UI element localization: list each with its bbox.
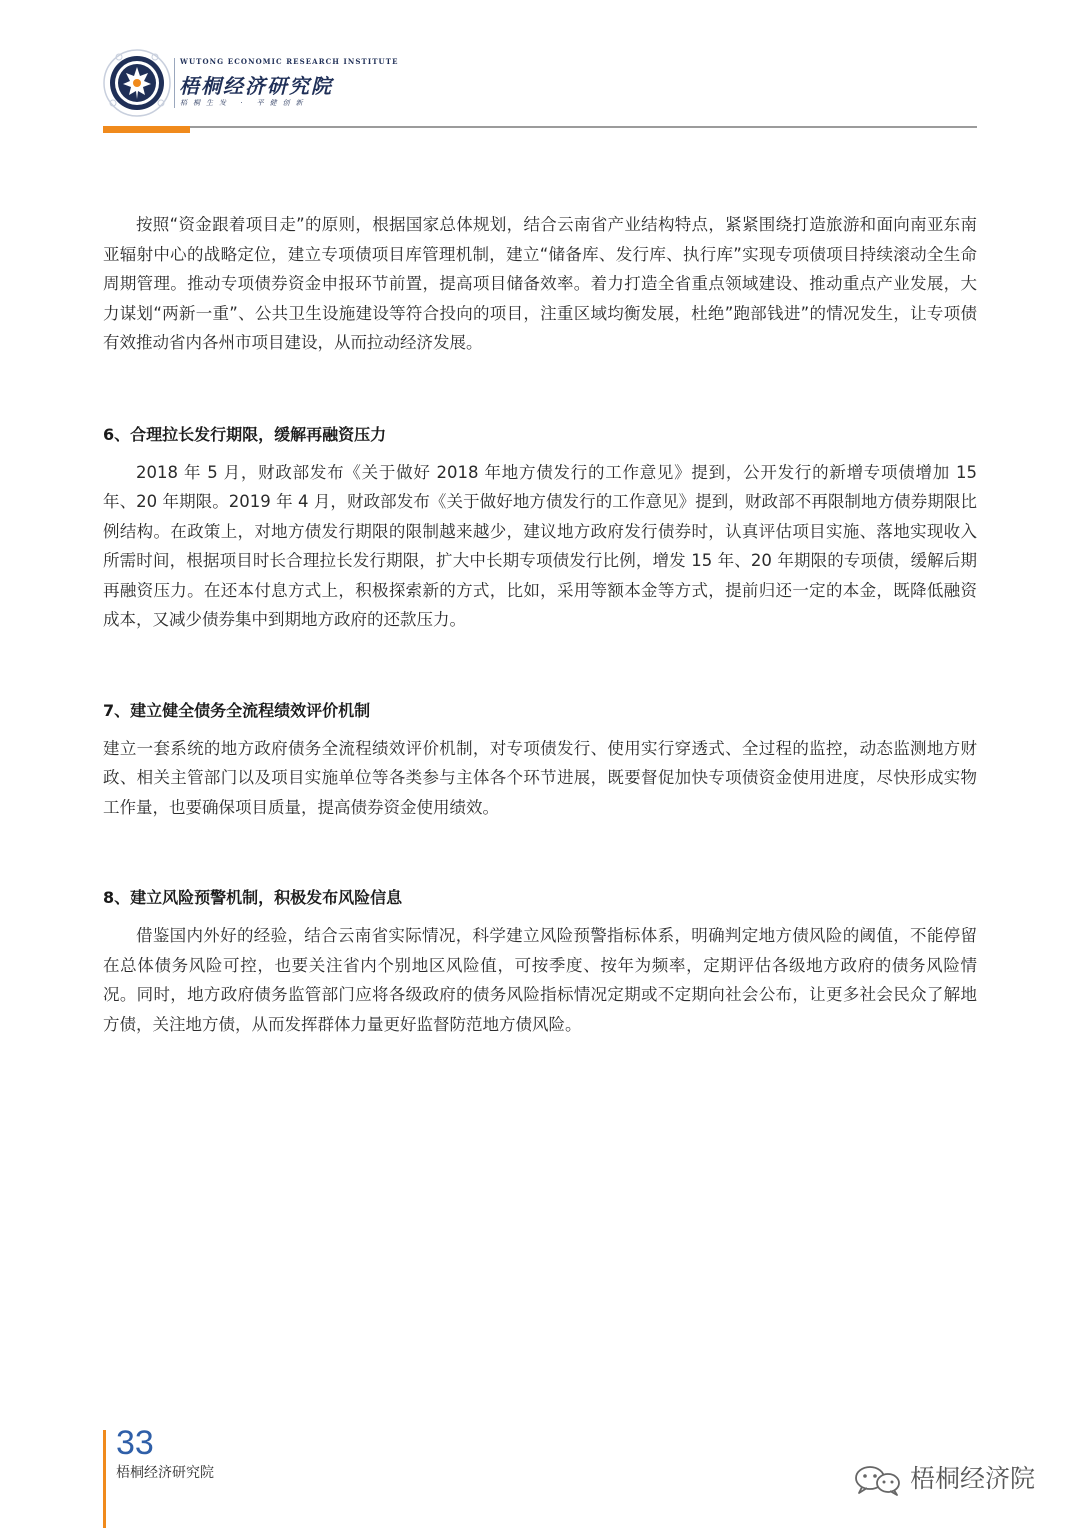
- section-7-paragraph: 建立一套系统的地方政府债务全流程绩效评价机制，对专项债发行、使用实行穿透式、全过程的监控，动态监测地方财政、相关主管部门以及项目实施单位等各类参与主体各个环节进展，既要督促加快专项债资金使用进度，尽快形成实物工作量，也要确保项目质量，提高债券资金使用绩效。: [103, 738, 977, 817]
- institute-name-english: WUTONG ECONOMIC RESEARCH INSTITUTE: [180, 57, 399, 66]
- institute-motto: 梧桐生发 · 平健创新: [180, 99, 309, 107]
- page-number: 33: [116, 1424, 154, 1462]
- logo-divider: [174, 58, 175, 108]
- page-header: [0, 0, 1080, 140]
- header-accent-bar: [103, 126, 190, 133]
- institute-name-chinese: 梧桐经济研究院: [179, 74, 333, 98]
- footer-institute-name: 梧桐经济研究院: [116, 1465, 214, 1481]
- intro-paragraph: 按照“资金跟着项目走”的原则，根据国家总体规划，结合云南省产业结构特点，紧紧围绕打造旅游和面向南亚东南亚辐射中心的战略定位，建立专项债项目库管理机制，建立“储备库、发行库、执行库”实现专项债项目持续滚动全生命周期管理。推动专项债券资金申报环节前置，提高项目储备效率。着力打造全省重点领域建设、推动重点产业发展，大力谋划“两新一重”、公共卫生设施建设等符合投向的项目，注重区域均衡发展，杜绝”跑部钱进”的情况发生，让专项债有效推动省内各州市项目建设，从而拉动经济发展。: [103, 215, 977, 352]
- section-6-paragraph: 2018 年 5 月，财政部发布《关于做好 2018 年地方债发行的工作意见》提到，公开发行的新增专项债增加 15 年、20 年期限。2019 年 4 月，财政部发布《关于做好地方债发行的工作意见》提到，财政部不再限制地方债券期限比例结构。在政策上，对地方债发行期限的限制越来越少，建议地方政府发行债券时，认真评估项目实施、落地实现收入所需时间，根据项目时长合理拉长发行期限，扩大中长期专项债发行比例，增发 15 年、20 年期限的专项债，缓解后期再融资压力。在还本付息方式上，积极探索新的方式，比如，采用等额本金等方式，提前归还一定的本金，既降低融资成本，又减少债券集中到期地方政府的还款压力。: [103, 462, 977, 629]
- header-rule: [103, 126, 977, 128]
- institute-logo-emblem-icon: [103, 45, 171, 121]
- section-8-heading: 8、建立风险预警机制，积极发布风险信息: [103, 888, 403, 907]
- article-body: [103, 210, 977, 1039]
- section-8-paragraph: 借鉴国内外好的经验，结合云南省实际情况，科学建立风险预警指标体系，明确判定地方债风险的阈值，不能停留在总体债务风险可控，也要关注省内个别地区风险值，可按季度、按年为频率，定期评估各级地方政府的债务风险情况。同时，地方政府债务监管部门应将各级政府的债务风险指标情况定期或不定期向社会公布，让更多社会民众了解地方债，关注地方债，从而发挥群体力量更好监督防范地方债风险。: [103, 926, 977, 1034]
- section-6-heading: 6、合理拉长发行期限，缓解再融资压力: [103, 424, 387, 444]
- section-7-heading: 7、建立健全债务全流程绩效评价机制: [103, 700, 371, 720]
- watermark-text: 梧桐经济院: [910, 1464, 1036, 1493]
- footer-accent-bar: [103, 1430, 106, 1528]
- wechat-icon: [850, 1464, 904, 1496]
